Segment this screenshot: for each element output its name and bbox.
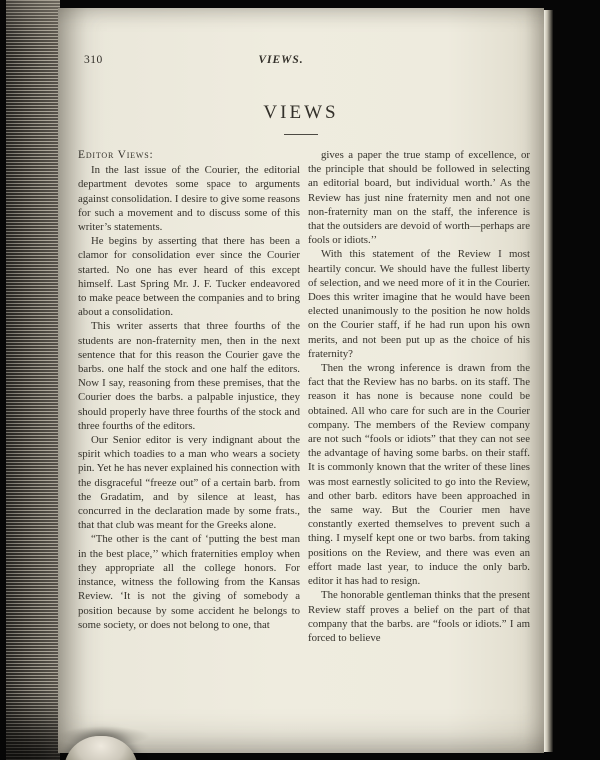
paragraph: gives a paper the true stamp of excellence, or the principle that should be followed in selecting an editorial board, but individual worth.’ As the Review has just nine fraternity men and not one non-fraternity man on the staff, the inference is that the outsiders are devoid of worth—perhaps are fools or idiots.’’ xyxy=(308,149,530,247)
right-column xyxy=(308,148,530,645)
page-stack-edges xyxy=(6,0,60,760)
running-header-title: VIEWS. xyxy=(258,54,304,66)
paragraph: In the last issue of the Courier, the editorial department devotes some space to arguments against consolidation. I desire to give some reasons for such a movement and to discuss some of this writer’s statements. xyxy=(78,164,300,234)
paragraph: This writer asserts that three fourths of the students are non-fraternity men, then in the next sentence that for this reason the Courier gave the barbs. one half the stock and one half the editors. Now I say, reasoning from these premises, that the Courier does the barbs. a palpable injustice, they should properly have three fourths of the stock and three fourths of the editors. xyxy=(78,320,300,432)
left-column xyxy=(78,148,300,645)
title-rule xyxy=(284,134,318,135)
paragraph: “The other is the cant of ‘putting the best man in the best place,’’ which fraternities employ when they appropriate all the college honors. For instance, witness the following from the Kansas Review. ‘It is not the giving of somebody a position because by some accident he belongs to some society, or does not belong to one, that xyxy=(78,533,300,631)
page-edge-right xyxy=(544,10,553,752)
text-columns xyxy=(78,148,530,645)
book-page xyxy=(58,8,544,753)
paragraph: Our Senior editor is very indignant about the spirit which toadies to a man who wears a society pin. Yet he has never explained his connection with the disgraceful “freeze out” of a certain barb. from the Gradatim, and by silence at least, has concurred in the declaration made by some frats., that that club was meant for the Greeks alone. xyxy=(78,434,300,532)
paragraph: With this statement of the Review I most heartily concur. We should have the fullest liberty of selection, and we need more of it in the Courier. Does this writer imagine that he would have been elected unanimously to the position he now holds on the Courier staff, if he had run upon his own merits, and not been put up as the choice of his fraternity? xyxy=(308,248,530,360)
editor-views-heading: Editor Views: xyxy=(78,149,154,161)
page-number: 310 xyxy=(84,54,103,66)
page-title: VIEWS xyxy=(263,102,339,123)
paragraph: The honorable gentleman thinks that the present Review staff proves a belief on the part of that company that the barbs. are “fools or idiots.” I am forced to believe xyxy=(308,589,530,644)
paragraph: He begins by asserting that there has been a clamor for consolidation ever since the Courier started. No one has ever heard of this except himself. Last Spring Mr. J. F. Tucker endeavored to make peace between the companies and to bring about a consolidation. xyxy=(78,235,300,319)
paragraph: Then the wrong inference is drawn from the fact that the Review has no barbs. on its staff. The reason it has none is because none could be obtained. All who care for such are in the Courier company. The members of the Review company are not such “fools or idiots” that they can not see the advantage of having some barbs. on their staff. It is commonly known that the writer of these lines was most earnestly solicited to go into the Review, and other barb. editors have been approached in the same way. But the Courier men have constantly exerted themselves to prevent such a thing. I myself kept one or two barbs. from taking positions on the Review, and there was even an effort made last year, to induce the only barb. editor it has had to resign. xyxy=(308,362,530,588)
